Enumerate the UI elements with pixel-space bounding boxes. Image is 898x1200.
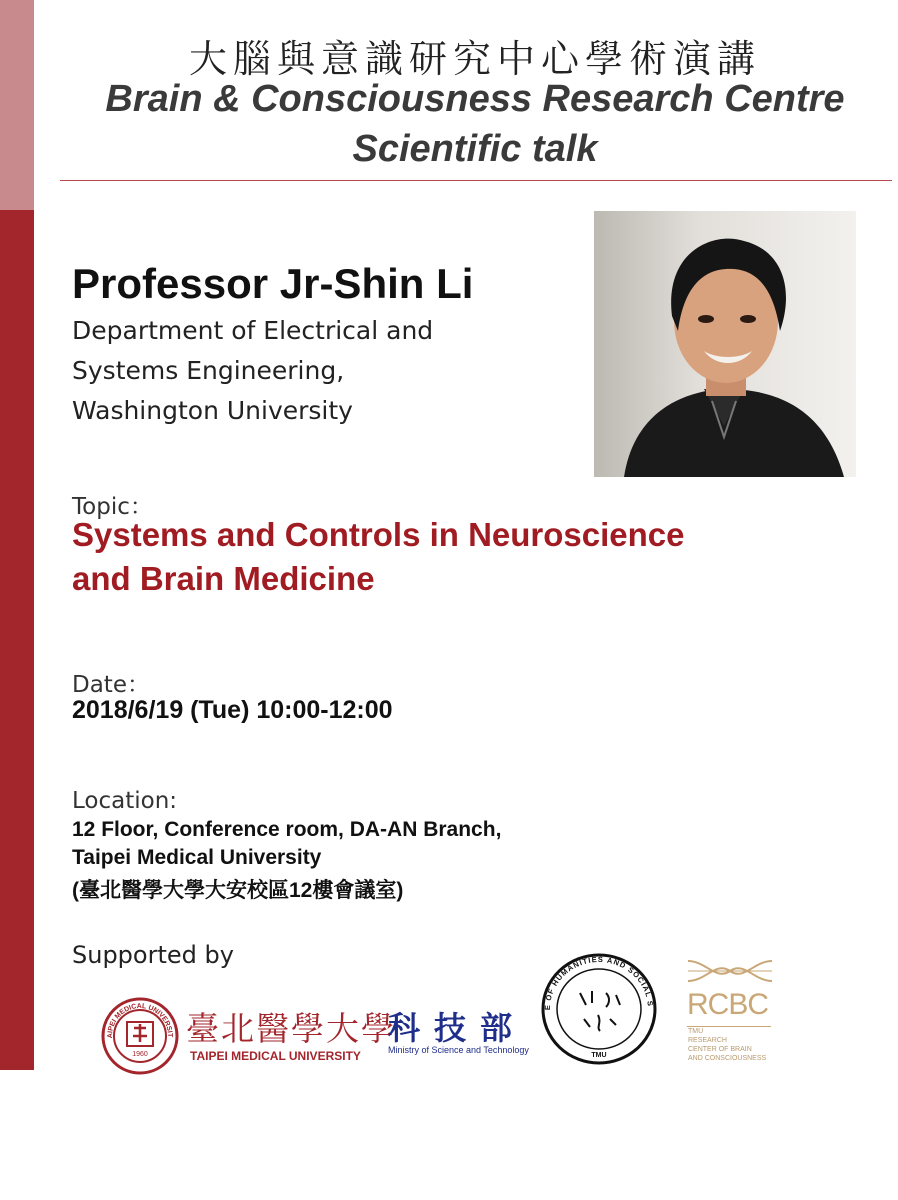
header-divider xyxy=(60,180,892,181)
speaker-photo xyxy=(594,211,856,477)
rcbc-emblem-icon xyxy=(686,955,774,991)
date-value: 2018/6/19 (Tue) 10:00-12:00 xyxy=(72,696,393,724)
speaker-affiliation-line1: Department of Electrical and xyxy=(72,316,434,345)
location-line3: (臺北醫學大學大安校區12樓會議室) xyxy=(72,879,404,902)
topic-title-line2: and Brain Medicine xyxy=(72,560,375,597)
rcbc-line3: CENTER OF BRAIN xyxy=(688,1046,752,1053)
svg-text:TMU: TMU xyxy=(591,1052,607,1059)
location-label: Location: xyxy=(72,788,178,814)
rcbc-divider xyxy=(687,1026,771,1027)
tmu-seal-logo xyxy=(100,996,180,1080)
most-logo-chinese: 科技部 xyxy=(388,1009,527,1047)
tmu-logo-english: TAIPEI MEDICAL UNIVERSITY xyxy=(190,1049,361,1063)
rcbc-line2: RESEARCH xyxy=(688,1037,727,1044)
date-label: Date： xyxy=(72,672,150,698)
location-line2: Taipei Medical University xyxy=(72,846,322,869)
speaker-affiliation-line3: Washington University xyxy=(72,396,353,425)
topic-label: Topic： xyxy=(72,494,153,520)
svg-text:TAIPEI MEDICAL UNIVERSITY: AIPEI MEDICAL UNIVERSIT xyxy=(106,1002,174,1039)
side-bar-dark xyxy=(0,210,34,1070)
topic-title-line1: Systems and Controls in Neuroscience xyxy=(72,516,685,553)
title-chinese: 大腦與意識研究中心學術演講 xyxy=(188,37,761,81)
speaker-affiliation-line2: Systems Engineering, xyxy=(72,356,345,385)
rcbc-line4: AND CONSCIOUSNESS xyxy=(688,1055,767,1062)
speaker-name: Professor Jr-Shin Li xyxy=(72,260,474,307)
tmu-logo-chinese: 臺北醫學大學 xyxy=(186,1009,396,1048)
most-logo-english: Ministry of Science and Technology xyxy=(388,1045,529,1055)
location-line1: 12 Floor, Conference room, DA-AN Branch, xyxy=(72,818,502,841)
rcbc-line1: TMU xyxy=(688,1028,704,1035)
college-seal-logo xyxy=(540,953,658,1069)
title-english-line2: Scientific talk xyxy=(352,128,598,170)
rcbc-logo-text: RCBC xyxy=(687,988,769,1021)
side-bar-light xyxy=(0,0,34,210)
supported-by-label: Supported by xyxy=(72,941,234,969)
title-english-line1: Brain & Consciousness Research Centre xyxy=(105,78,845,120)
svg-text:COLLEGE OF HUMANITIES AND SOCI: E OF HUMANITIES AND SOCIAL S xyxy=(542,954,656,1011)
svg-text:1960: 1960 xyxy=(132,1051,148,1058)
